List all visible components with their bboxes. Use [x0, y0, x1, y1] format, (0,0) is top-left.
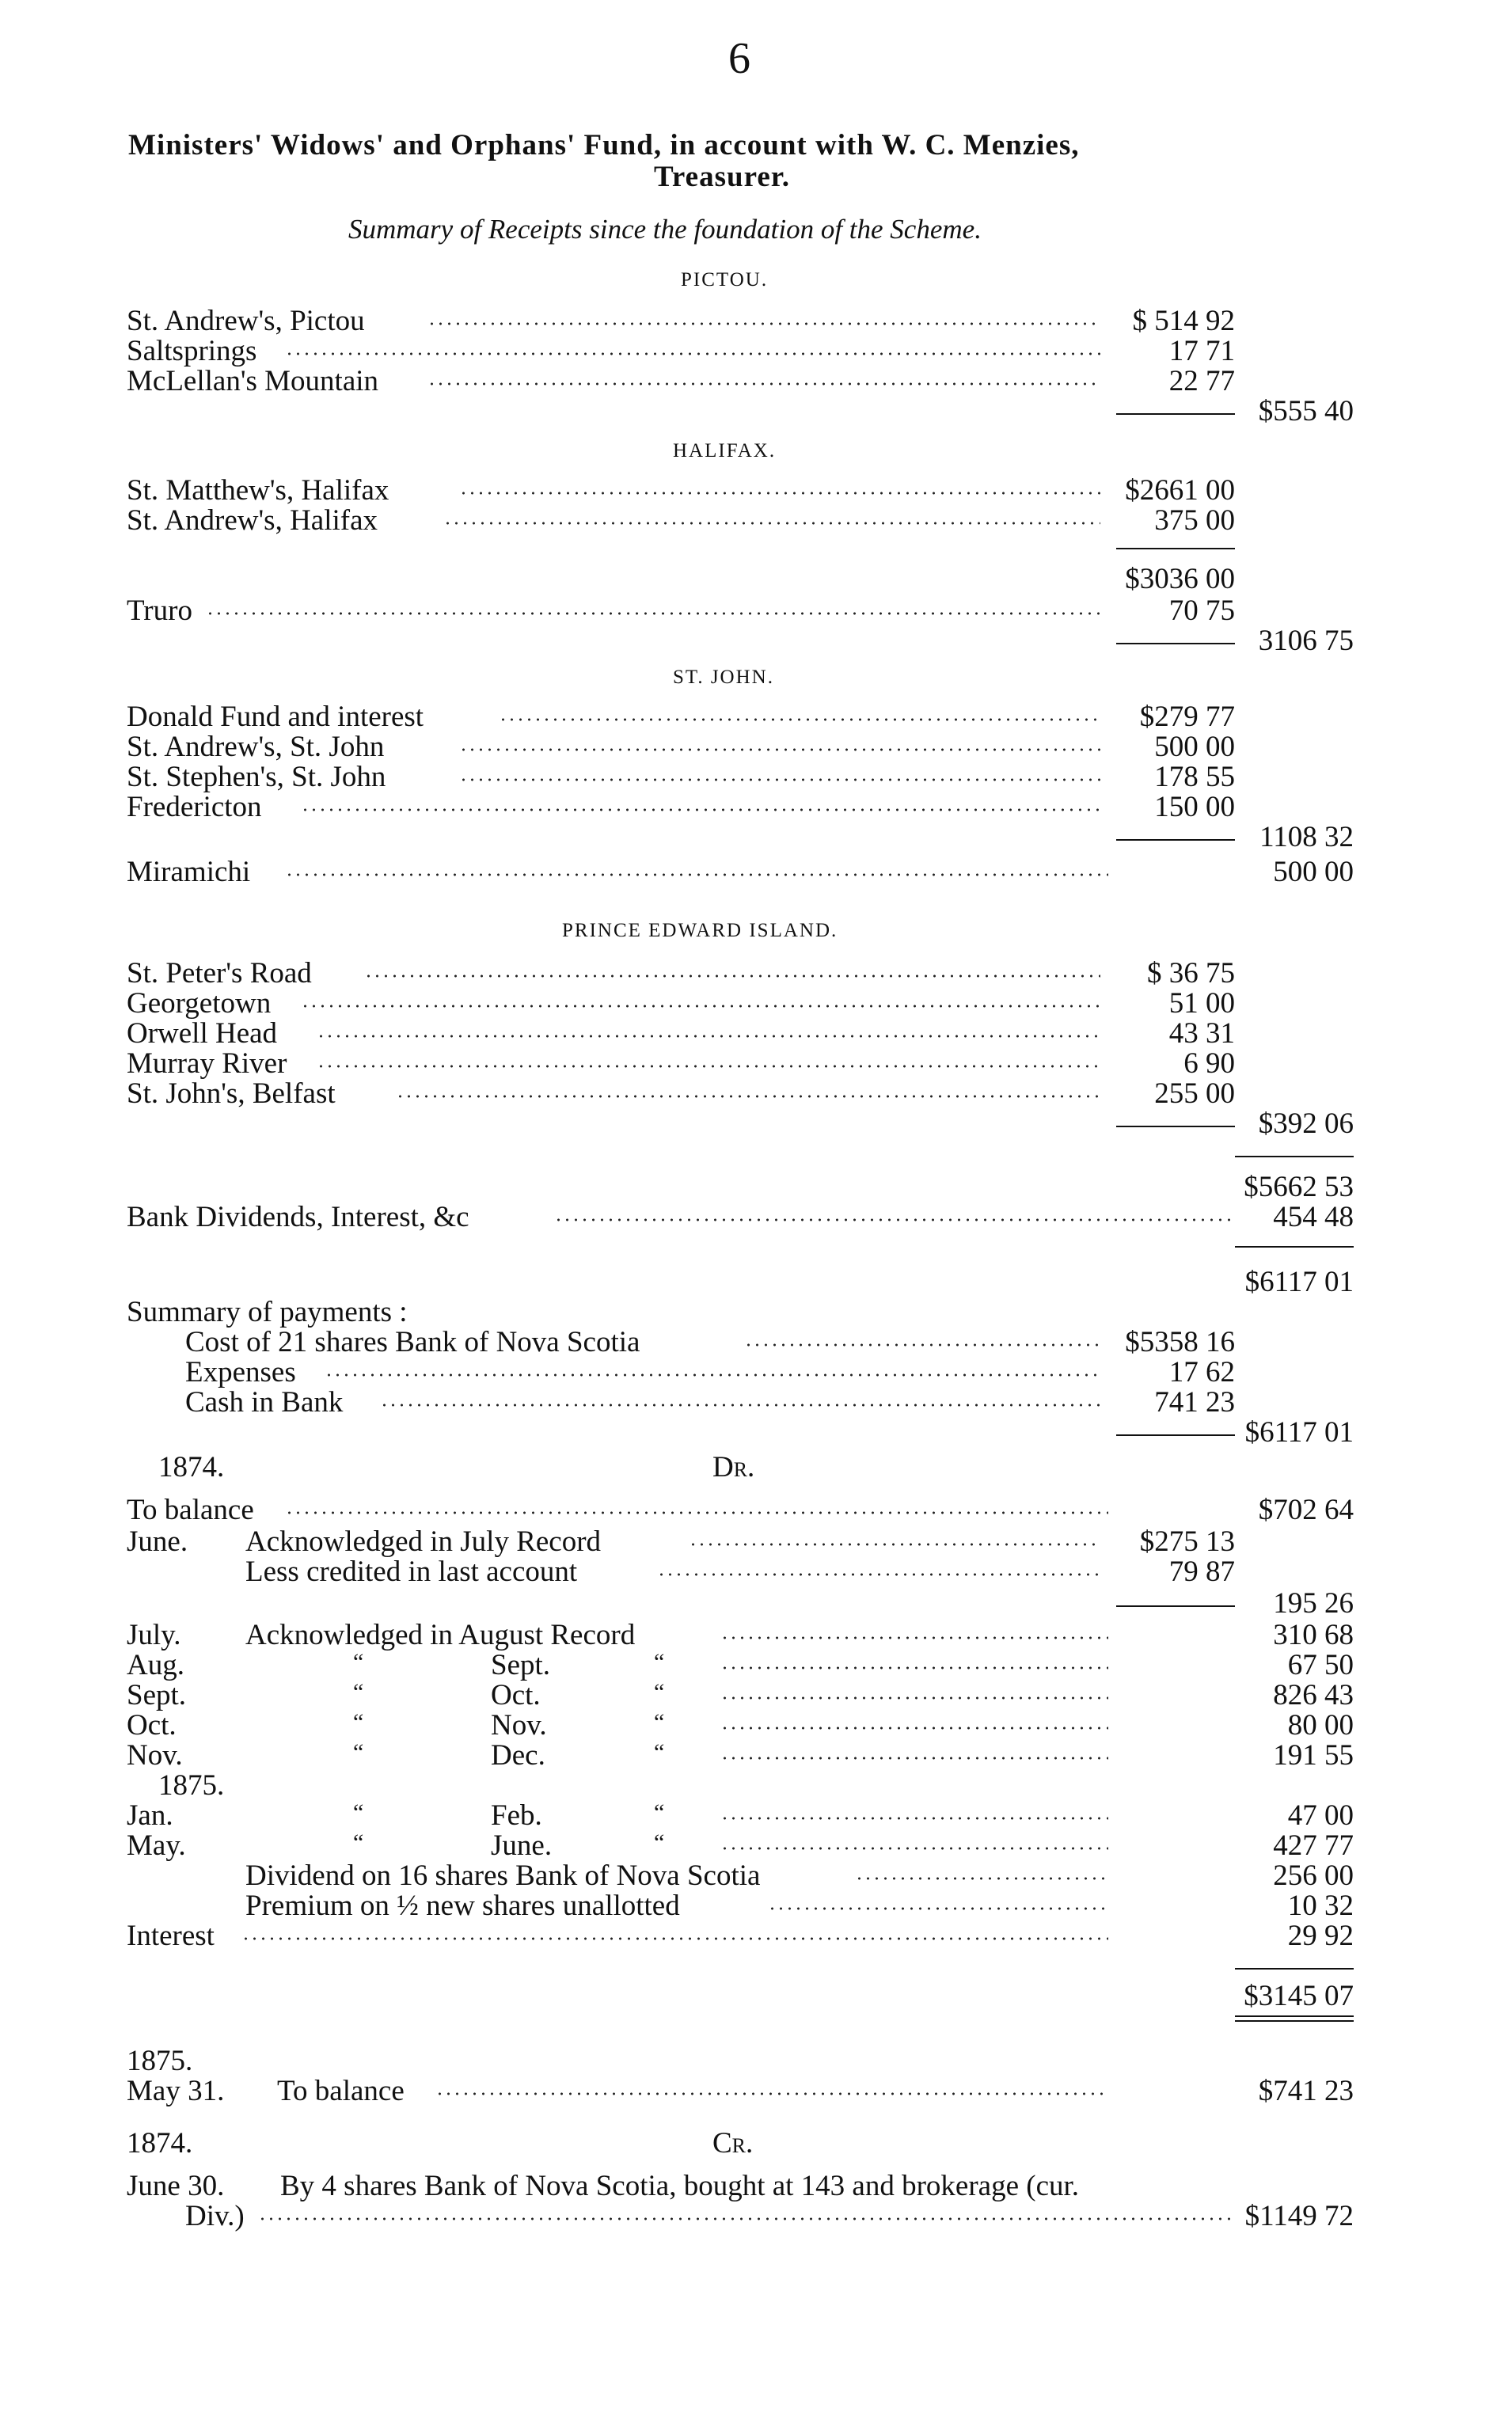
receipt-label: Georgetown — [127, 987, 272, 1020]
rule — [1116, 839, 1235, 841]
dr-amount: 79 87 — [1168, 1556, 1235, 1588]
ditto-mark: “ — [353, 1679, 364, 1705]
dr-amount: 826 43 — [1273, 1679, 1354, 1711]
dr-amount: 191 55 — [1273, 1739, 1354, 1772]
receipt-amount: $ 36 75 — [1147, 957, 1235, 990]
dr-label: Interest — [127, 1920, 215, 1952]
dr-label: Premium on ½ new shares unallotted — [245, 1890, 680, 1922]
receipt-amount: 375 00 — [1154, 504, 1235, 537]
dot-leader — [720, 1816, 1108, 1821]
dot-leader — [720, 1846, 1108, 1851]
dr-amount: 80 00 — [1287, 1709, 1354, 1742]
dr-month: Aug. — [127, 1649, 184, 1681]
ditto-mark: “ — [654, 1649, 665, 1675]
dot-leader — [285, 872, 1108, 877]
dot-leader — [554, 1217, 1235, 1222]
dot-leader — [459, 491, 1100, 496]
dr-heading: Dr. — [712, 1451, 755, 1483]
dr-label: Acknowledged in July Record — [245, 1525, 602, 1558]
dr-amount: 195 26 — [1273, 1587, 1354, 1620]
dr-total: $3145 07 — [1244, 1980, 1354, 2012]
dr-record: Sept. — [491, 1649, 551, 1681]
receipt-label: Fredericton — [127, 791, 262, 823]
rule — [1235, 2020, 1354, 2022]
ditto-mark: “ — [353, 1829, 364, 1856]
closing-label: To balance — [277, 2075, 405, 2107]
dot-leader — [301, 807, 1100, 812]
dot-leader — [855, 1876, 1108, 1881]
dot-leader — [380, 1403, 1100, 1407]
rule — [1116, 548, 1235, 549]
receipt-amount: 22 77 — [1168, 365, 1235, 397]
rule — [1235, 1246, 1354, 1248]
dot-leader — [427, 382, 1100, 386]
dot-leader — [427, 321, 1100, 326]
closing-date: May 31. — [127, 2075, 225, 2107]
dot-leader — [744, 1343, 1100, 1347]
ditto-mark: “ — [654, 1709, 665, 1735]
dr-year2: 1875. — [158, 1769, 225, 1802]
dr-amount: 10 32 — [1287, 1890, 1354, 1922]
dot-leader — [720, 1696, 1108, 1700]
receipt-amount: 6 90 — [1183, 1047, 1235, 1080]
receipt-amount: $2661 00 — [1125, 474, 1235, 507]
dot-leader — [499, 717, 1100, 722]
dr-month: Jan. — [127, 1799, 173, 1832]
receipt-label: St. Stephen's, St. John — [127, 761, 386, 793]
dot-leader — [317, 1064, 1100, 1069]
cr-label: By 4 shares Bank of Nova Scotia, bought at 143 and brokerage (cur. — [280, 2170, 1080, 2202]
receipt-amount: 150 00 — [1154, 791, 1235, 823]
dot-leader — [768, 1906, 1108, 1911]
rule — [1116, 1605, 1235, 1607]
dr-amount: 67 50 — [1287, 1649, 1354, 1681]
dot-leader — [285, 1510, 1108, 1515]
dot-leader — [325, 1373, 1100, 1377]
receipt-label: Donald Fund and interest — [127, 701, 424, 733]
dr-label: Acknowledged in August Record — [245, 1619, 636, 1651]
section-total: $555 40 — [1258, 395, 1354, 427]
receipt-amount: 500 00 — [1154, 731, 1235, 763]
cr-date: June 30. — [127, 2170, 225, 2202]
dot-leader — [720, 1756, 1108, 1761]
section-heading-pictou: PICTOU. — [681, 269, 769, 291]
receipts-total: $6117 01 — [1244, 1266, 1354, 1298]
dot-leader — [396, 1094, 1100, 1099]
dot-leader — [301, 1004, 1100, 1009]
page-title: Ministers' Widows' and Orphans' Fund, in account with W. C. Menzies, — [128, 129, 1080, 161]
receipt-label: Orwell Head — [127, 1017, 278, 1050]
section-total: 1108 32 — [1259, 821, 1354, 853]
ditto-mark: “ — [654, 1829, 665, 1856]
payment-amount: 17 62 — [1168, 1356, 1235, 1388]
dr-label: Less credited in last account — [245, 1556, 578, 1588]
dr-month: June. — [127, 1525, 188, 1558]
dot-leader — [241, 1936, 1108, 1941]
ditto-mark: “ — [353, 1709, 364, 1735]
ditto-mark: “ — [353, 1739, 364, 1765]
payments-total: $6117 01 — [1244, 1416, 1354, 1449]
receipt-label: Miramichi — [127, 856, 251, 888]
cr-year: 1874. — [127, 2127, 193, 2160]
dr-amount: 47 00 — [1287, 1799, 1354, 1832]
dr-record: Oct. — [491, 1679, 541, 1711]
ditto-mark: “ — [353, 1799, 364, 1825]
payment-label: Cost of 21 shares Bank of Nova Scotia — [185, 1326, 640, 1358]
receipt-label: Truro — [127, 595, 192, 627]
subtitle: Summary of Receipts since the foundation of the Scheme. — [348, 214, 982, 245]
section-total: 3106 75 — [1258, 625, 1354, 657]
dot-leader — [720, 1635, 1108, 1640]
dr-record: June. — [491, 1829, 553, 1862]
dot-leader — [459, 747, 1100, 752]
dr-amount: $702 64 — [1258, 1494, 1354, 1526]
receipt-label: St. Andrew's, Halifax — [127, 504, 378, 537]
rule — [1235, 1968, 1354, 1970]
dot-leader — [720, 1666, 1108, 1670]
dot-leader — [720, 1726, 1108, 1730]
payments-heading: Summary of payments : — [127, 1296, 408, 1328]
dr-amount: 256 00 — [1273, 1859, 1354, 1892]
payment-label: Expenses — [185, 1356, 296, 1388]
ditto-mark: “ — [654, 1679, 665, 1705]
receipt-label: St. Matthew's, Halifax — [127, 474, 389, 507]
receipt-amount: 43 31 — [1168, 1017, 1235, 1050]
payment-label: Cash in Bank — [185, 1386, 344, 1419]
dr-month: Oct. — [127, 1709, 177, 1742]
dot-leader — [206, 611, 1100, 616]
dot-leader — [435, 2091, 1108, 2096]
rule — [1116, 1434, 1235, 1436]
receipt-amount: $ 514 92 — [1132, 305, 1235, 337]
dr-label: To balance — [127, 1494, 254, 1526]
receipt-label: McLellan's Mountain — [127, 365, 379, 397]
page-title-line2: Treasurer. — [654, 161, 791, 193]
dr-amount: 427 77 — [1273, 1829, 1354, 1862]
ditto-mark: “ — [654, 1739, 665, 1765]
receipt-label: Bank Dividends, Interest, &c — [127, 1201, 469, 1233]
receipt-amount: 255 00 — [1154, 1077, 1235, 1110]
receipt-label: St. Peter's Road — [127, 957, 312, 990]
receipt-amount: 454 48 — [1273, 1201, 1354, 1233]
closing-year: 1875. — [127, 2045, 193, 2077]
receipt-label: Murray River — [127, 1047, 287, 1080]
receipt-amount: 17 71 — [1168, 335, 1235, 367]
section-heading-halifax: HALIFAX. — [673, 440, 777, 462]
dot-leader — [657, 1572, 1100, 1577]
dr-record: Dec. — [491, 1739, 545, 1772]
dot-leader — [459, 777, 1100, 782]
page-number: 6 — [728, 34, 750, 83]
dot-leader — [364, 974, 1100, 978]
receipt-amount: $279 77 — [1139, 701, 1235, 733]
receipt-label: St. Andrew's, St. John — [127, 731, 385, 763]
closing-amount: $741 23 — [1258, 2075, 1354, 2107]
dr-label: Dividend on 16 shares Bank of Nova Scotia — [245, 1859, 761, 1892]
receipt-amount: 51 00 — [1168, 987, 1235, 1020]
dr-amount: 310 68 — [1273, 1619, 1354, 1651]
rule — [1116, 1126, 1235, 1127]
dot-leader — [443, 521, 1100, 526]
dot-leader — [689, 1542, 1100, 1547]
payment-amount: $5358 16 — [1125, 1326, 1235, 1358]
halifax-subtotal: $3036 00 — [1125, 563, 1235, 595]
payment-amount: 741 23 — [1154, 1386, 1235, 1419]
dr-month: Sept. — [127, 1679, 187, 1711]
dot-leader — [317, 1034, 1100, 1039]
rule — [1235, 2015, 1354, 2017]
dot-leader — [285, 351, 1100, 356]
dr-year: 1874. — [158, 1451, 225, 1483]
rule — [1235, 1156, 1354, 1157]
receipt-amount: 500 00 — [1273, 856, 1354, 888]
rule — [1116, 643, 1235, 644]
dr-record: Feb. — [491, 1799, 542, 1832]
dr-amount: $275 13 — [1139, 1525, 1235, 1558]
cr-amount: $1149 72 — [1244, 2200, 1354, 2232]
dr-month: July. — [127, 1619, 181, 1651]
dr-month: Nov. — [127, 1739, 183, 1772]
cr-label-continued: Div.) — [185, 2200, 245, 2232]
receipt-amount: 70 75 — [1168, 595, 1235, 627]
dr-month: May. — [127, 1829, 186, 1862]
receipts-subtotal: $5662 53 — [1244, 1171, 1354, 1203]
section-heading-pei: PRINCE EDWARD ISLAND. — [562, 920, 838, 941]
dot-leader — [258, 2217, 1235, 2221]
section-heading-st-john: ST. JOHN. — [673, 667, 774, 688]
rule — [1116, 413, 1235, 415]
dr-record: Nov. — [491, 1709, 547, 1742]
receipt-label: St. Andrew's, Pictou — [127, 305, 365, 337]
ditto-mark: “ — [353, 1649, 364, 1675]
section-total: $392 06 — [1258, 1107, 1354, 1140]
dr-amount: 29 92 — [1287, 1920, 1354, 1952]
receipt-amount: 178 55 — [1154, 761, 1235, 793]
cr-heading: Cr. — [712, 2127, 754, 2160]
receipt-label: Saltsprings — [127, 335, 257, 367]
receipt-label: St. John's, Belfast — [127, 1077, 336, 1110]
ditto-mark: “ — [654, 1799, 665, 1825]
